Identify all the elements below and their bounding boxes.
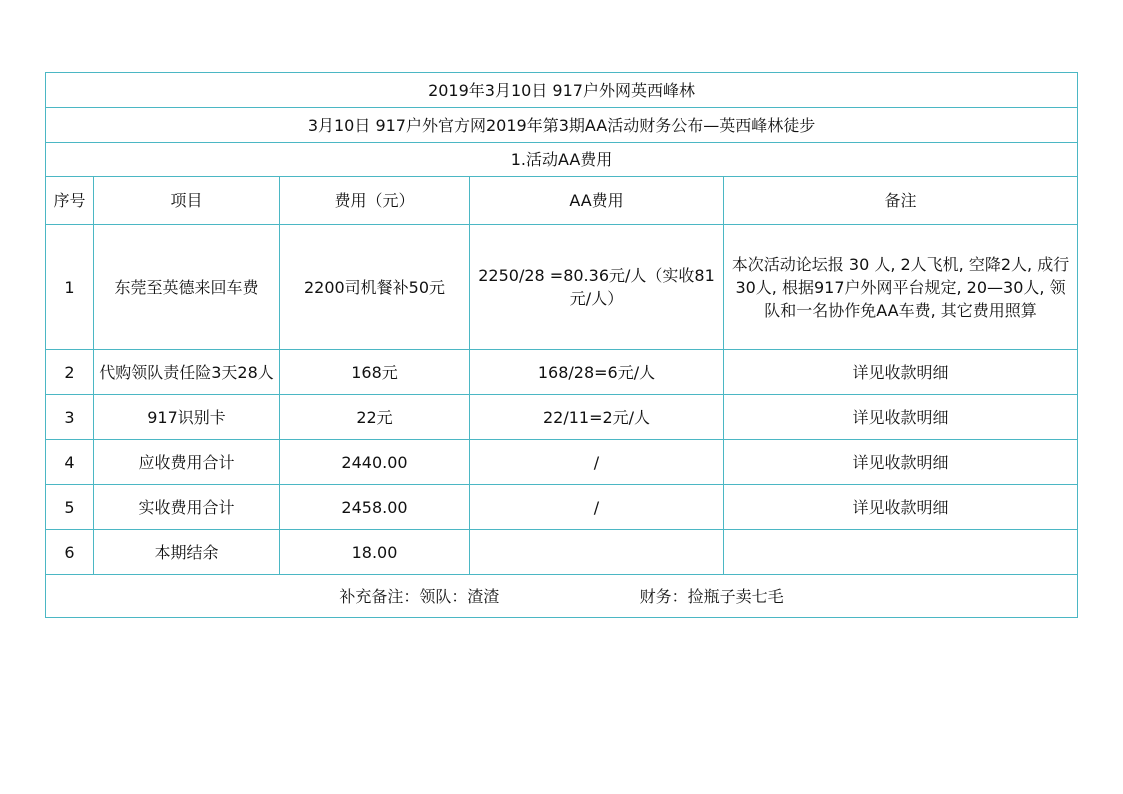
header-aa: AA费用	[470, 177, 724, 225]
row-note: 详见收款明细	[724, 395, 1078, 440]
row-note: 详见收款明细	[724, 440, 1078, 485]
row-aa: /	[470, 485, 724, 530]
row-note: 详见收款明细	[724, 485, 1078, 530]
row-note: 本次活动论坛报 30 人, 2人飞机, 空降2人, 成行30人, 根据917户外网平台规定, 20—30人, 领队和一名协作免AA车费, 其它费用照算	[724, 225, 1078, 350]
table-row	[46, 350, 1078, 395]
row-cost: 2200司机餐补50元	[280, 225, 470, 350]
row-cost: 18.00	[280, 530, 470, 575]
section-heading: 1.活动AA费用	[46, 143, 1078, 177]
table-row	[46, 440, 1078, 485]
row-no: 6	[46, 530, 94, 575]
row-item: 917识别卡	[94, 395, 280, 440]
document-subtitle: 3月10日 917户外官方网2019年第3期AA活动财务公布—英西峰林徒步	[46, 108, 1078, 143]
row-item: 本期结余	[94, 530, 280, 575]
subtitle-row	[46, 108, 1078, 143]
footer-finance: 财务：捡瓶子卖七毛	[639, 586, 784, 606]
row-aa: /	[470, 440, 724, 485]
row-item: 代购领队责任险3天28人	[94, 350, 280, 395]
header-row	[46, 177, 1078, 225]
table-row	[46, 485, 1078, 530]
row-aa: 2250/28 =80.36元/人（实收81元/人）	[470, 225, 724, 350]
table-row	[46, 395, 1078, 440]
row-no: 3	[46, 395, 94, 440]
row-no: 5	[46, 485, 94, 530]
row-no: 2	[46, 350, 94, 395]
row-no: 4	[46, 440, 94, 485]
footer-row	[46, 575, 1078, 618]
document-title: 2019年3月10日 917户外网英西峰林	[46, 73, 1078, 108]
row-cost: 22元	[280, 395, 470, 440]
row-item: 应收费用合计	[94, 440, 280, 485]
section-row	[46, 143, 1078, 177]
footer-cell	[46, 575, 1078, 618]
row-aa	[470, 530, 724, 575]
table-row	[46, 225, 1078, 350]
row-note: 详见收款明细	[724, 350, 1078, 395]
row-aa: 22/11=2元/人	[470, 395, 724, 440]
footer-remark: 补充备注：领队：渣渣	[339, 586, 500, 606]
row-item: 实收费用合计	[94, 485, 280, 530]
row-cost: 2458.00	[280, 485, 470, 530]
row-aa: 168/28=6元/人	[470, 350, 724, 395]
header-no: 序号	[46, 177, 94, 225]
finance-table	[45, 72, 1078, 618]
header-item: 项目	[94, 177, 280, 225]
header-note: 备注	[724, 177, 1078, 225]
table-row	[46, 530, 1078, 575]
row-cost: 168元	[280, 350, 470, 395]
row-cost: 2440.00	[280, 440, 470, 485]
header-cost: 费用（元）	[280, 177, 470, 225]
row-no: 1	[46, 225, 94, 350]
row-item: 东莞至英德来回车费	[94, 225, 280, 350]
title-row	[46, 73, 1078, 108]
row-note	[724, 530, 1078, 575]
